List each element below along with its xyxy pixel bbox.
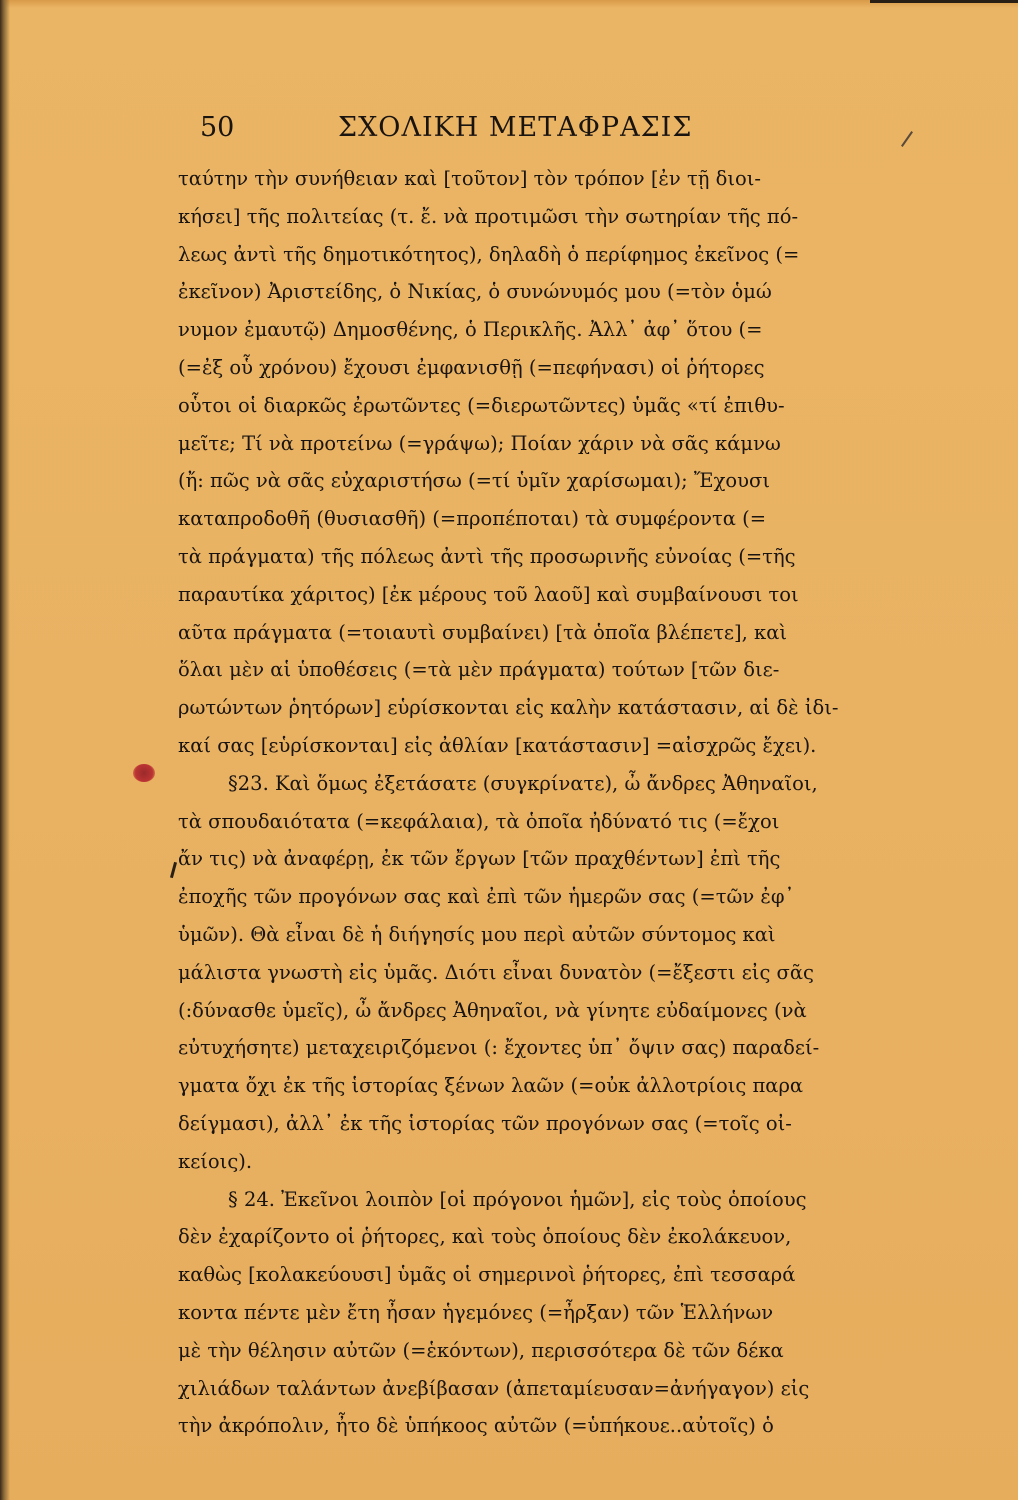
running-title: ΣΧΟΛΙΚΗ ΜΕΤΑΦΡΑΣΙΣ	[338, 112, 693, 143]
text-line: αῦτα πράγματα (=τοιαυτὶ συμβαίνει) [τὰ ὁποῖα βλέπετε], καὶ	[178, 620, 788, 644]
pencil-mark	[901, 131, 913, 147]
red-ink-stain	[133, 764, 155, 782]
text-line: κείοις).	[178, 1149, 253, 1173]
text-line: ἐκεῖνον) Ἀριστείδης, ὁ Νικίας, ὁ συνώνυμός μου (=τὸν ὁμώ	[178, 280, 772, 304]
page-header	[200, 112, 760, 152]
text-line: τὴν ἀκρόπολιν, ἦτο δὲ ὑπήκοος αὐτῶν (=ὑπήκουε..αὐτοῖς) ὁ	[178, 1414, 774, 1438]
body-text	[178, 160, 918, 1445]
text-line: λεως ἀντὶ τῆς δημοτικότητος), δηλαδὴ ὁ περίφημος ἐκεῖνος (=	[178, 242, 800, 266]
page-binding-edge	[0, 0, 10, 1500]
page-number: 50	[200, 112, 235, 143]
text-line: τὰ πράγματα) τῆς πόλεως ἀντὶ τῆς προσωρινῆς εὐνοίας (=τῆς	[178, 544, 796, 568]
text-line: ἐποχῆς τῶν προγόνων σας καὶ ἐπὶ τῶν ἡμερῶν σας (=τῶν ἐφ᾽	[178, 885, 795, 909]
text-line: μὲ τὴν θέλησιν αὐτῶν (=ἑκόντων), περισσότερα δὲ τῶν δέκα	[178, 1338, 784, 1362]
text-line: κήσει] τῆς πολιτείας (τ. ἔ. νὰ προτιμῶσι τὴν σωτηρίαν τῆς πό-	[178, 204, 799, 228]
text-line: δὲν ἐχαρίζοντο οἱ ῥήτορες, καὶ τοὺς ὁποίους δὲν ἐκολάκευον,	[178, 1225, 792, 1249]
section-24-start: § 24. Ἐκεῖνοι λοιπὸν [οἱ πρόγονοι ἡμῶν], εἰς τοὺς ὁποίους	[228, 1187, 807, 1211]
paper-fragment	[870, 0, 1018, 3]
margin-tick-mark	[170, 862, 177, 878]
text-line: οὗτοι οἱ διαρκῶς ἐρωτῶντες (=διερωτῶντες) ὑμᾶς «τί ἐπιθυ-	[178, 393, 785, 417]
text-line: ταύτην τὴν συνήθειαν καὶ [τοῦτον] τὸν τρόπον [ἐν τῇ διοι-	[178, 167, 761, 190]
text-line: ὅλαι μὲν αἱ ὑποθέσεις (=τὰ μὲν πράγματα) τούτων [τῶν διε-	[178, 658, 780, 682]
section-23-start: §23. Καὶ ὅμως ἐξετάσατε (συγκρίνατε), ὦ ἄνδρες Ἀθηναῖοι,	[228, 771, 818, 795]
text-line: μάλιστα γνωστὴ εἰς ὑμᾶς. Διότι εἶναι δυνατὸν (=ἔξεστι εἰς σᾶς	[178, 960, 814, 984]
text-line: καθὼς [κολακεύουσι] ὑμᾶς οἱ σημερινοὶ ῥήτορες, ἐπὶ τεσσαρά	[178, 1263, 796, 1287]
text-line: ἄν τις) νὰ ἀναφέρῃ, ἐκ τῶν ἔργων [τῶν πραχθέντων] ἐπὶ τῆς	[178, 847, 781, 871]
text-line: (=ἐξ οὗ χρόνου) ἔχουσι ἐμφανισθῇ (=πεφήνασι) οἱ ῥήτορες	[178, 355, 765, 379]
text-line: γματα ὄχι ἐκ τῆς ἱστορίας ξένων λαῶν (=οὐκ ἀλλοτρίοις παρα	[178, 1074, 804, 1098]
text-line: ρωτώντων ῥητόρων] εὑρίσκονται εἰς καλὴν κατάστασιν, αἱ δὲ ἰδι-	[178, 696, 839, 720]
text-line: νυμον ἐμαυτῷ) Δημοσθένης, ὁ Περικλῆς. Ἀλλ᾽ ἀφ᾽ ὅτου (=	[178, 318, 763, 342]
text-line: καί σας [εὑρίσκονται] εἰς ἀθλίαν [κατάστασιν] =αἰσχρῶς ἔχει).	[178, 733, 817, 757]
text-line: (ἤ: πῶς νὰ σᾶς εὐχαριστήσω (=τί ὑμῖν χαρίσωμαι); Ἔχουσι	[178, 469, 770, 493]
text-line: τὰ σπουδαιότατα (=κεφάλαια), τὰ ὁποῖα ἠδύνατό τις (=ἔχοι	[178, 809, 780, 833]
text-line: μεῖτε; Τί νὰ προτείνω (=γράψω); Ποίαν χάριν νὰ σᾶς κάμνω	[178, 431, 781, 455]
text-line: παραυτίκα χάριτος) [ἐκ μέρους τοῦ λαοῦ] καὶ συμβαίνουσι τοι	[178, 582, 799, 606]
text-line: εὐτυχήσητε) μεταχειριζόμενοι (: ἔχοντες ὑπ᾽ ὄψιν σας) παραδεί-	[178, 1036, 820, 1060]
text-line: κοντα πέντε μὲν ἔτη ἦσαν ἡγεμόνες (=ἦρξαν) τῶν Ἑλλήνων	[178, 1300, 774, 1324]
text-line: δείγμασι), ἀλλ᾽ ἐκ τῆς ἱστορίας τῶν προγόνων σας (=τοῖς οἰ-	[178, 1111, 792, 1135]
text-line: ὑμῶν). Θὰ εἶναι δὲ ἡ διήγησίς μου περὶ αὐτῶν σύντομος καὶ	[178, 922, 776, 946]
text-line: χιλιάδων ταλάντων ἀνεβίβασαν (ἀπεταμίευσαν=ἀνήγαγον) εἰς	[178, 1376, 810, 1400]
text-line: (:δύνασθε ὑμεῖς), ὦ ἄνδρες Ἀθηναῖοι, νὰ γίνητε εὐδαίμονες (νὰ	[178, 998, 807, 1022]
text-line: καταπροδοθῆ (θυσιασθῆ) (=προπέποται) τὰ συμφέροντα (=	[178, 507, 767, 531]
page-top-edge	[0, 0, 1018, 8]
